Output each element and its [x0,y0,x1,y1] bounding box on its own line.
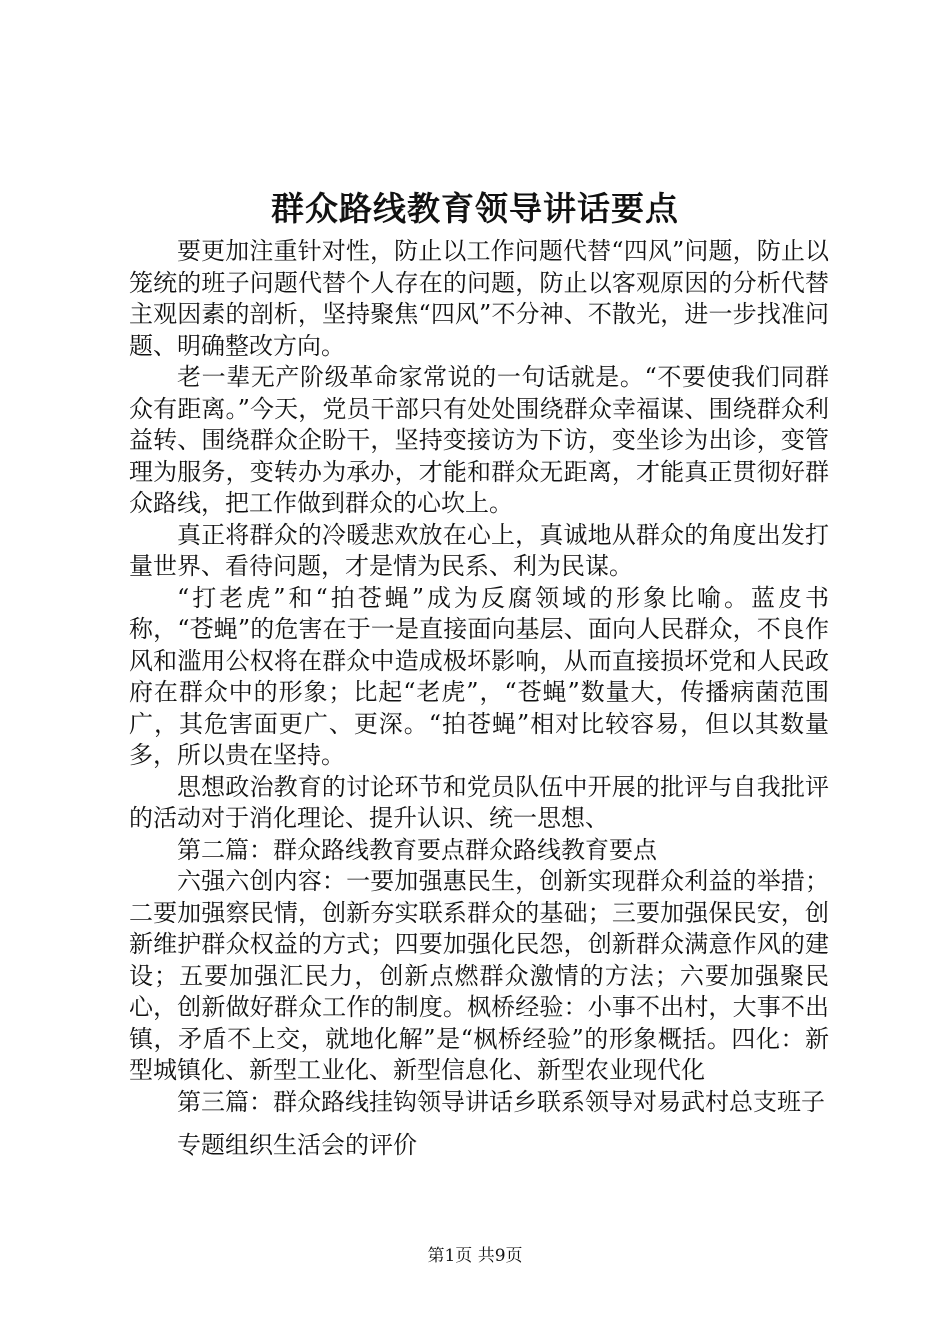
paragraph-7: 专题组织生活会的评价 [177,1131,417,1159]
paragraph-5: 思想政治教育的讨论环节和党员队伍中开展的批评与自我批评的活动对于消化理论、提升认识、统一思想、 [129,772,829,832]
paragraph-1: 要更加注重针对性，防止以工作问题代替“四风”问题，防止以笼统的班子问题代替个人存在的问题，防止以客观原因的分析代替主观因素的剖析，坚持聚焦“四风”不分神、不散光，进一步找准问题、明确整改方向。 [129,237,829,360]
paragraph-3: 真正将群众的冷暖悲欢放在心上，真诚地从群众的角度出发打量世界、看待问题，才是情为民系、利为民谋。 [129,520,829,580]
paragraph-2: 老一辈无产阶级革命家常说的一句话就是。“不要使我们同群众有距离。”今天，党员干部只有处处围绕群众幸福谋、围绕群众利益转、围绕群众企盼干，坚持变接访为下访，变坐诊为出诊，变管理为服务，变转办为承办，才能和群众无距离，才能真正贯彻好群众路线，把工作做到群众的心坎上。 [129,363,829,517]
paragraph-6: 六强六创内容：一要加强惠民生，创新实现群众利益的举措；二要加强察民情，创新夯实联系群众的基础；三要加强保民安，创新维护群众权益的方式；四要加强化民怨，创新群众满意作风的建设；五要加强汇民力，创新点燃群众激情的方法；六要加强聚民心，创新做好群众工作的制度。枫桥经验：小事不出村，大事不出镇，矛盾不上交，就地化解”是“枫桥经验”的形象概括。四化：新型城镇化、新型工业化、新型信息化、新型农业现代化 [129,867,829,1084]
section-heading-2: 第二篇：群众路线教育要点群众路线教育要点 [177,835,657,864]
section-heading-3: 第三篇：群众路线挂钩领导讲话乡联系领导对易武村总支班子 [177,1087,825,1116]
document-body [129,236,829,1162]
page-number: 第1页 共9页 [427,1246,523,1266]
paragraph-4: “打老虎”和“拍苍蝇”成为反腐领域的形象比喻。蓝皮书称，“苍蝇”的危害在于一是直接面向基层、面向人民群众，不良作风和滥用公权将在群众中造成极坏影响，从而直接损坏党和人民政府在群众中的形象；比起“老虎”，“苍蝇”数量大，传播病菌范围广，其危害面更广、更深。“拍苍蝇”相对比较容易，但以其数量多，所以贵在坚持。 [129,583,829,769]
document-title: 群众路线教育领导讲话要点 [271,189,679,228]
